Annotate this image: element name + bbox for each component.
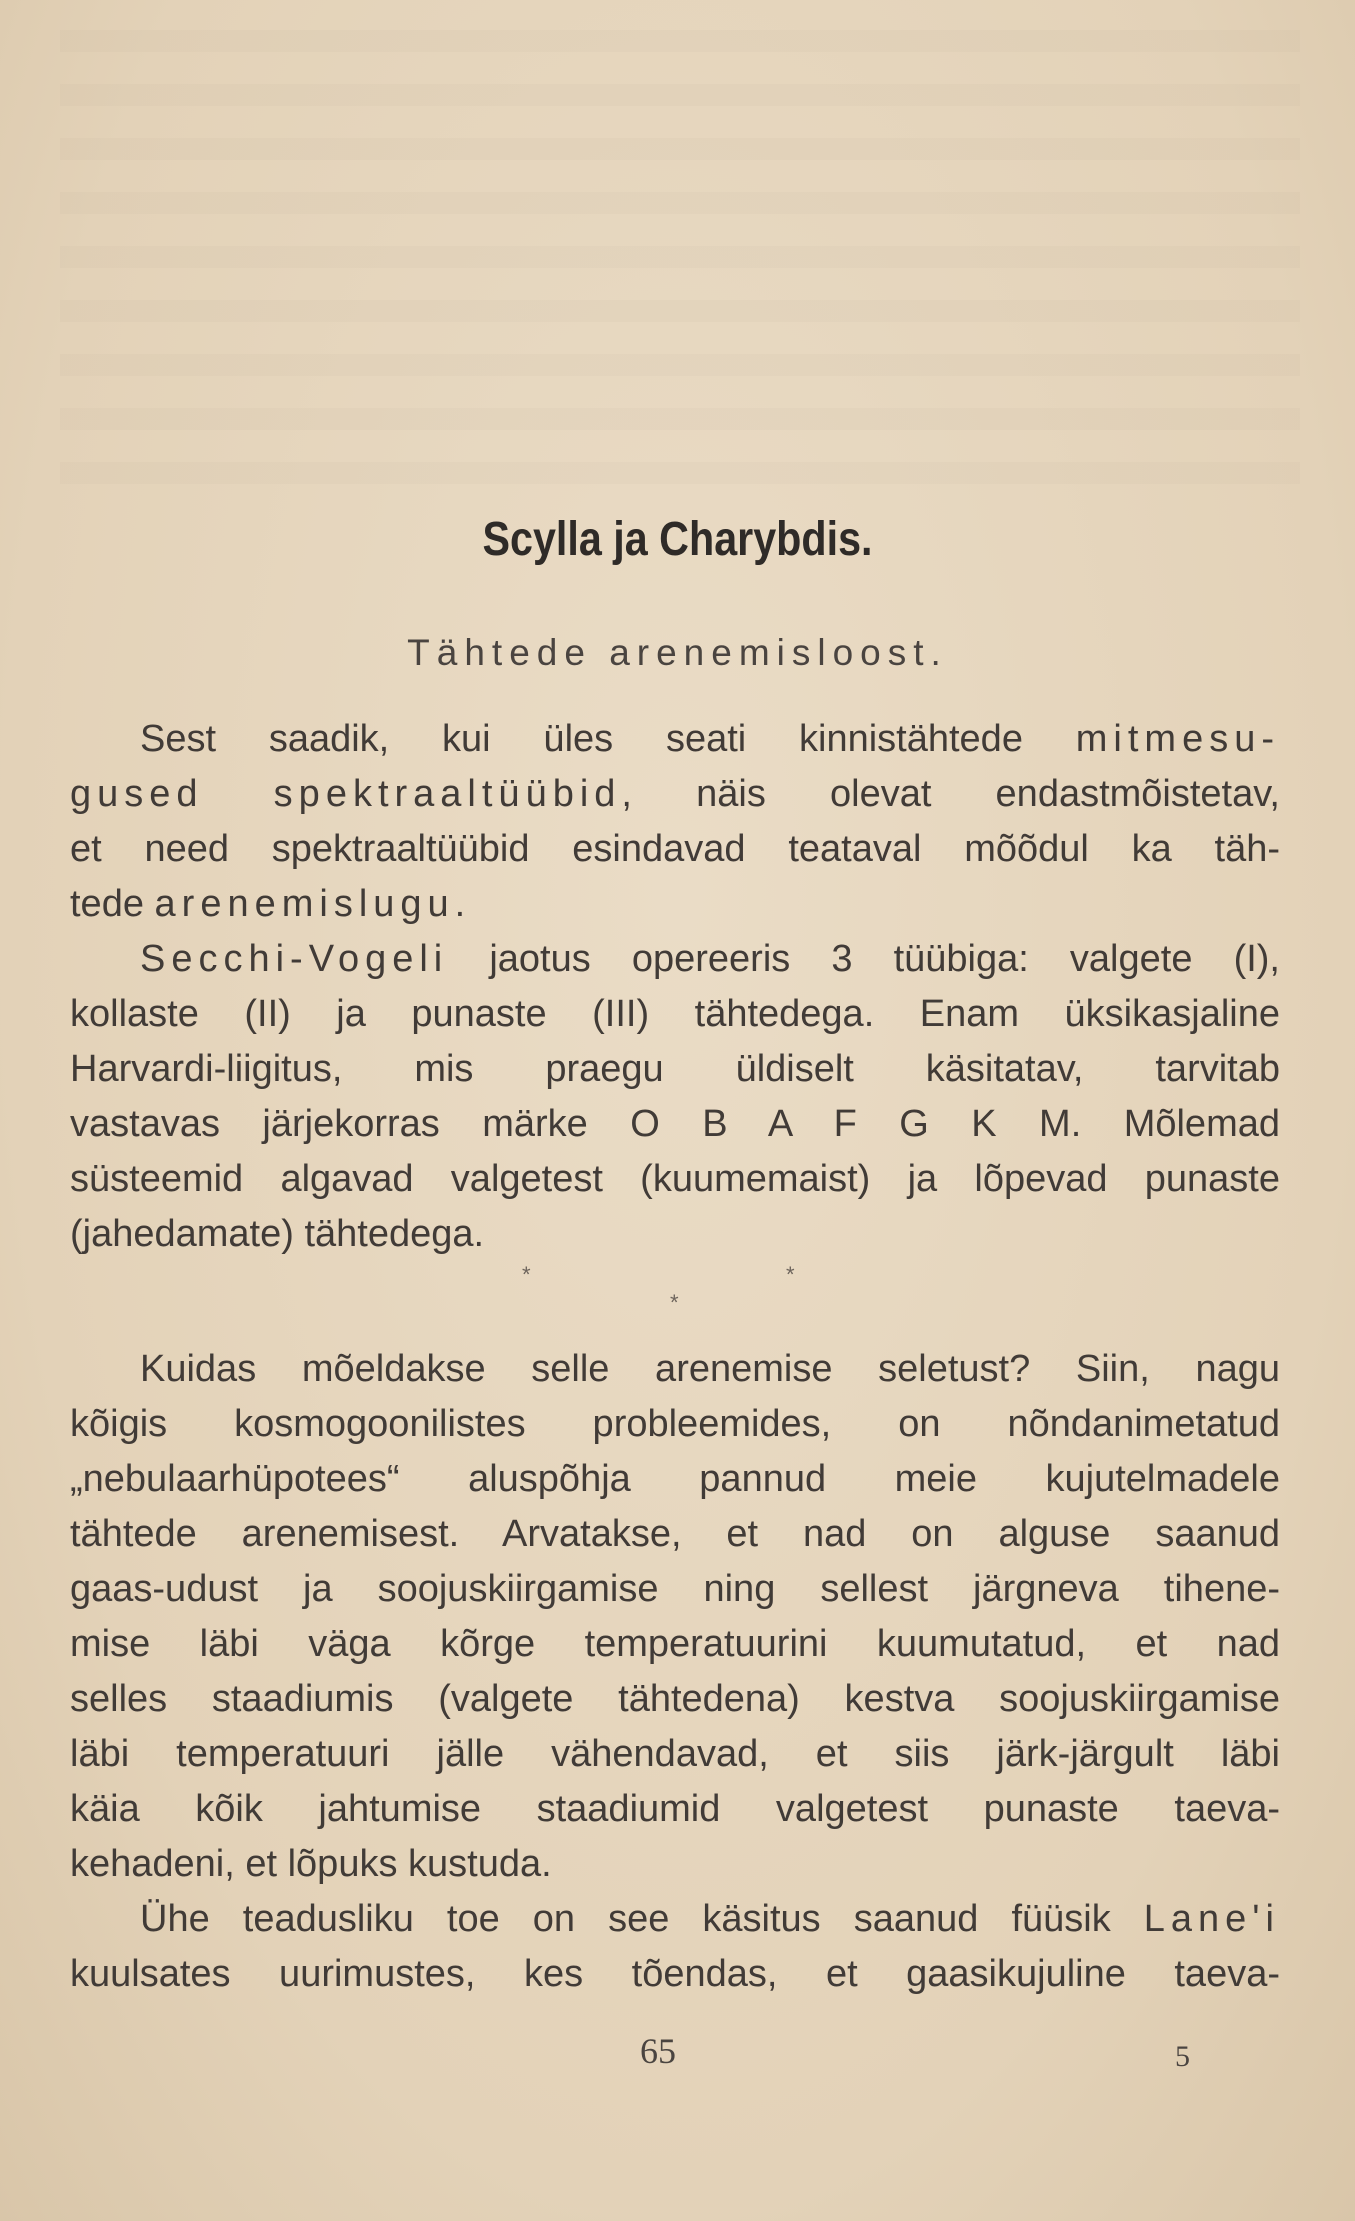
paragraph-2 (70, 932, 1280, 1262)
bleed-through-text (60, 30, 1300, 500)
text-line: Ühe teadusliku toe on see käsitus saanud füüsik Lane'i (140, 1898, 1280, 1940)
text-line: gused spektraaltüübid, näis olevat endastmõistetav, (70, 773, 1280, 815)
text-line: Sest saadik, kui üles seati kinnistähtede mitmesu- (140, 718, 1280, 760)
text-line: tähtede arenemisest. Arvatakse, et nad on alguse saanud (70, 1513, 1280, 1555)
separator-star: * (522, 1262, 531, 1287)
signature-mark: 5 (1175, 2040, 1190, 2073)
paragraph-3 (70, 1342, 1280, 1892)
text-line: (jahedamate) tähtedega. (70, 1213, 485, 1255)
text-line: Harvardi-liigitus, mis praegu üldiselt käsitatav, tarvitab (70, 1048, 1280, 1090)
text-line: gaas-udust ja soojuskiirgamise ning sellest järgneva tihene- (70, 1568, 1280, 1610)
text-line: kollaste (II) ja punaste (III) tähtedega. Enam üksikasjaline (70, 993, 1280, 1035)
text-line: vastavas järjekorras märke O B A F G K M. Mõlemad (70, 1103, 1280, 1145)
text-line: kõigis kosmogoonilistes probleemides, on nõndanimetatud (70, 1403, 1280, 1445)
text-line: käia kõik jahtumise staadiumid valgetest punaste taeva- (70, 1788, 1280, 1830)
text-line: Kuidas mõeldakse selle arenemise seletust? Siin, nagu (140, 1348, 1280, 1390)
text-line: süsteemid algavad valgetest (kuumemaist) ja lõpevad punaste (70, 1158, 1280, 1200)
section-subtitle: Tähtede arenemisloost. (407, 632, 948, 673)
text-line: kehadeni, et lõpuks kustuda. (70, 1843, 552, 1885)
text-line: tede arenemislugu. (70, 883, 466, 925)
text-line: et need spektraaltüübid esindavad teataval mõõdul ka täh- (70, 828, 1280, 870)
text-line: läbi temperatuuri jälle vähendavad, et siis järk-järgult läbi (70, 1733, 1280, 1775)
text-line: kuulsates uurimustes, kes tõendas, et gaasikujuline taeva- (70, 1953, 1280, 1995)
text-line: „nebulaarhüpotees“ aluspõhja pannud meie kujutelmadele (70, 1458, 1280, 1500)
text-line: selles staadiumis (valgete tähtedena) kestva soojuskiirgamise (70, 1678, 1280, 1720)
separator-star: * (786, 1262, 795, 1287)
paragraph-4 (70, 1892, 1280, 2002)
page-number: 65 (640, 2031, 676, 2071)
text-line: Secchi-Vogeli jaotus opereeris 3 tüübiga: valgete (I), (140, 938, 1280, 980)
paragraph-1 (70, 712, 1280, 932)
text-line: mise läbi väga kõrge temperatuurini kuumutatud, et nad (70, 1623, 1280, 1665)
page-title: Scylla ja Charybdis. (482, 513, 873, 566)
separator-star: * (670, 1290, 679, 1315)
